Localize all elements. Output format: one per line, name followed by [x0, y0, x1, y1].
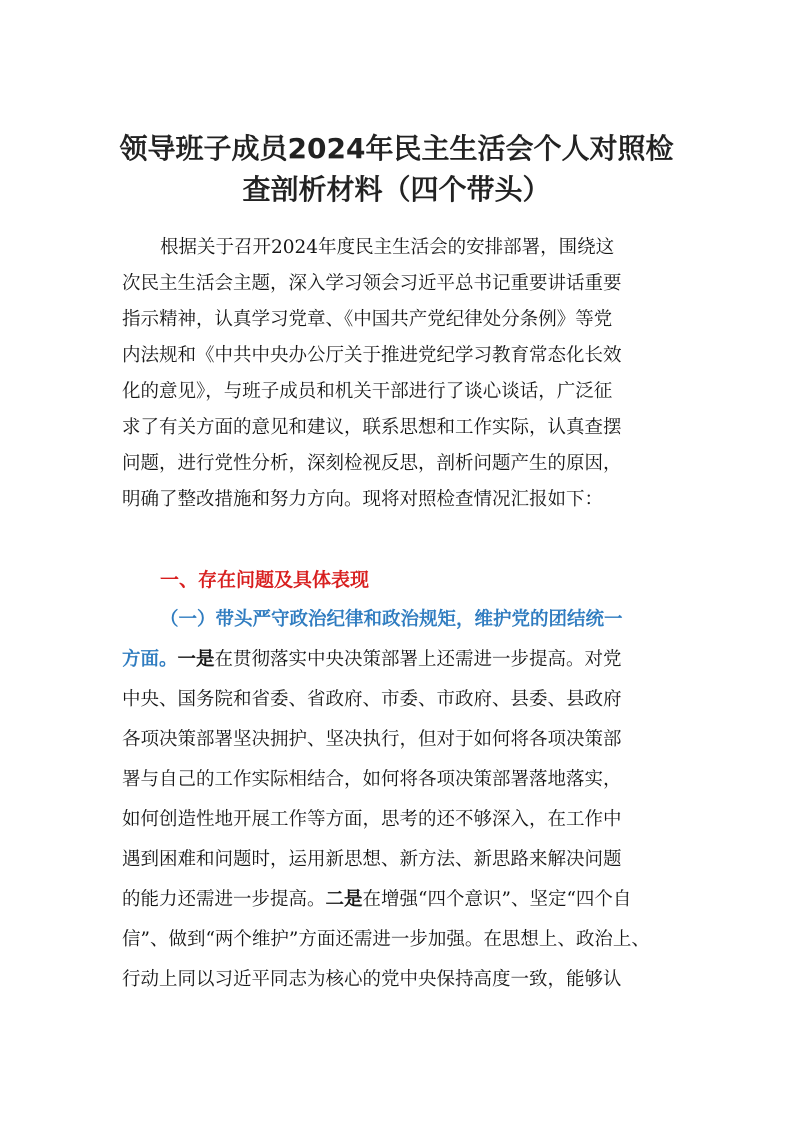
- intro-line: [122, 374, 678, 410]
- subsection-heading-1: [160, 602, 678, 638]
- point-label-2: 二是: [325, 889, 363, 910]
- body-line: [122, 642, 678, 678]
- intro-line-text: 化的意见》，与班子成员和机关干部进行了谈心谈话，广泛征: [122, 381, 613, 402]
- intro-line: [122, 410, 678, 446]
- point-1-text: 在贯彻落实中央决策部署上还需进一步提高。对党: [214, 649, 622, 670]
- body-line: [122, 922, 678, 958]
- document-title-line-1: 领导班子成员2024年民主生活会个人对照检: [119, 132, 674, 165]
- document-title-line-2: 查剖析材料（四个带头）: [242, 173, 551, 206]
- intro-line-text: 根据关于召开2024年度民主生活会的安排部署，围绕这: [160, 237, 615, 258]
- intro-line: [122, 446, 678, 482]
- body-line-text: 遇到困难和问题时，运用新思想、新方法、新思路来解决问题: [122, 849, 622, 870]
- point-2-text: 在增强“四个意识”、坚定“四个自: [362, 889, 632, 910]
- intro-line-text: 求了有关方面的意见和建议，联系思想和工作实际，认真查摆: [122, 417, 622, 438]
- intro-line-text: 次民主生活会主题，深入学习领会习近平总书记重要讲话重要: [122, 273, 622, 294]
- body-line-text: 署与自己的工作实际相结合，如何将各项决策部署落地落实，: [122, 769, 622, 790]
- body-line: [122, 882, 678, 918]
- body-line: [122, 722, 678, 758]
- intro-line: [122, 338, 678, 374]
- subsection-heading-tail: 方面。: [122, 649, 178, 670]
- intro-line-text: 指示精神，认真学习党章、《中国共产党纪律处分条例》等党: [122, 309, 613, 330]
- body-line: [122, 762, 678, 798]
- intro-line: [122, 482, 678, 518]
- section-heading-1: 一、存在问题及具体表现: [160, 569, 370, 591]
- point-label-1: 一是: [177, 649, 215, 670]
- body-line: [122, 802, 678, 838]
- body-line: [122, 842, 678, 878]
- point-1-ending: 的能力还需进一步提高。: [122, 889, 326, 910]
- intro-line-text: 明确了整改措施和努力方向。现将对照检查情况汇报如下：: [122, 489, 604, 510]
- body-line-text: 中央、国务院和省委、省政府、市委、市政府、县委、县政府: [122, 689, 622, 710]
- intro-line: [122, 266, 678, 302]
- body-line-text: 行动上同以习近平同志为核心的党中央保持高度一致，能够认: [122, 969, 622, 990]
- body-line-text: 各项决策部署坚决拥护、坚决执行，但对于如何将各项决策部: [122, 729, 622, 750]
- body-line-text: 如何创造性地开展工作等方面，思考的还不够深入，在工作中: [122, 809, 622, 830]
- body-line-text: 信”、做到“两个维护”方面还需进一步加强。在思想上、政治上、: [122, 929, 650, 950]
- intro-line: [122, 302, 678, 338]
- intro-line-text: 内法规和《中共中央办公厅关于推进党纪学习教育常态化长效: [122, 345, 622, 366]
- subsection-heading-text: （一）带头严守政治纪律和政治规矩，维护党的团结统一: [160, 609, 623, 630]
- body-line: [122, 682, 678, 718]
- intro-line-text: 问题，进行党性分析，深刻检视反思，剖析问题产生的原因，: [122, 453, 622, 474]
- body-line: [122, 962, 678, 998]
- intro-line: [160, 230, 678, 266]
